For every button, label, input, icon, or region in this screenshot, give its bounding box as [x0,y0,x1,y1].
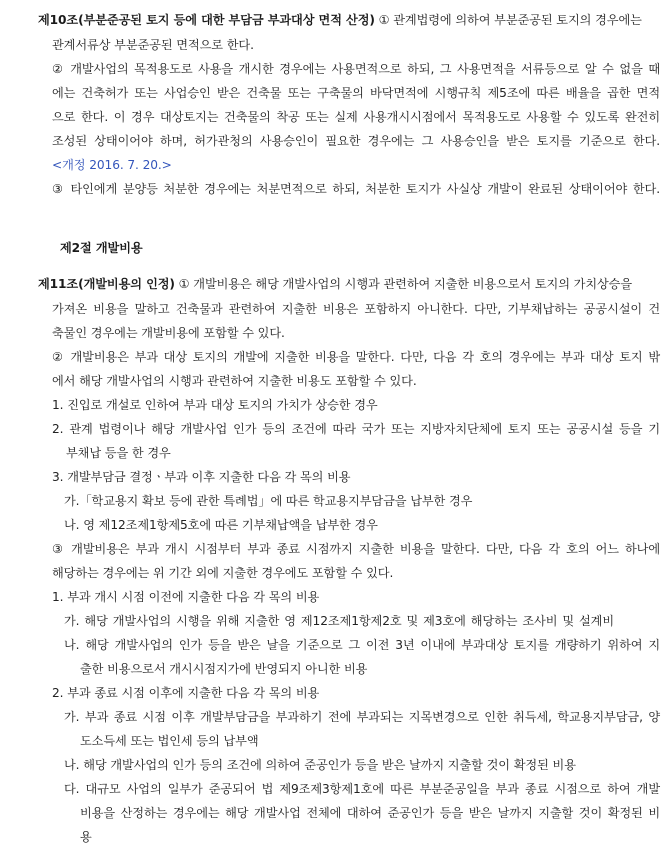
article-11-line-14: 1. 부과 개시 시점 이전에 지출한 다음 각 목의 비용 [52,590,320,604]
article-11-line-16: 나. 해당 개발사업의 인가 등을 받은 날을 기준으로 그 이전 3년 이내에 부과대상 토지를 개량하기 위하여 지 [64,638,660,652]
article-11-line-2: 가져온 비용을 말하고 건축물과 관련하여 지출한 비용은 포함하지 아니한다. 다만, 기부채납하는 공공시설이 건 [52,302,660,316]
article-11-line-9: 3. 개발부담금 결정ㆍ부과 이후 지출한 다음 각 목의 비용 [52,470,351,484]
article-11-line-6: 1. 진입로 개설로 인하여 부과 대상 토지의 가치가 상승한 경우 [52,398,378,412]
article-11-line-8: 부채납 등을 한 경우 [66,446,171,460]
article-11-line-13: 해당하는 경우에는 위 기간 외에 지출한 경우에도 포함할 수 있다. [52,566,394,580]
article-11-line-3: 축물인 경우에는 개발비용에 포함할 수 있다. [52,326,285,340]
article-11-line-1 [38,272,660,296]
article-10-line-4: 에는 건축허가 또는 사업승인 받은 건축물 또는 구축물의 바닥면적에 시행규칙 제5조에 따른 배율을 곱한 면적 [52,86,660,100]
article-11-line-4: ② 개발비용은 부과 대상 토지의 개발에 지출한 비용을 말한다. 다만, 다음 각 호의 경우에는 부과 대상 토지 밖 [52,350,660,364]
article-11-line-11: 나. 영 제12조제1항제5호에 따른 기부채납액을 납부한 경우 [64,518,378,532]
article-11-line-17: 출한 비용으로서 개시시점지가에 반영되지 아니한 비용 [80,662,368,676]
article-11-line-21: 나. 해당 개발사업의 인가 등의 조건에 의하여 준공인가 등을 받은 날까지 지출할 것이 확정된 비용 [64,758,576,772]
article-11-line-20: 도소득세 또는 법인세 등의 납부액 [80,734,259,748]
article-11-line-19: 가. 부과 종료 시점 이후 개발부담금을 부과하기 전에 부과되는 지목변경으로 인한 취득세, 학교용지부담금, 양 [64,710,660,724]
article-10-line-5: 으로 한다. 이 경우 대상토지는 건축물의 착공 또는 실제 사용개시시점에서 목적용도로 사용할 수 있도록 완전히 [52,110,660,124]
article-10-line-1 [38,8,660,32]
article-11-line-18: 2. 부과 종료 시점 이후에 지출한 다음 각 목의 비용 [52,686,320,700]
article-11-line-12: ③ 개발비용은 부과 개시 시점부터 부과 종료 시점까지 지출한 비용을 말한다. 다만, 다음 각 호의 어느 하나에 [52,542,660,556]
section-2-title: 제2절 개발비용 [60,241,143,255]
article-10-line-6: 조성된 상태이어야 하며, 허가관청의 사용승인이 필요한 경우에는 그 사용승인을 받은 토지를 기준으로 한다. [52,134,660,148]
article-10-line-3: ② 개발사업의 목적용도로 사용을 개시한 경우에는 사용면적으로 하되, 그 사용면적을 서류등으로 알 수 없을 때 [52,62,660,76]
article-10-line-8: ③ 타인에게 분양등 처분한 경우에는 처분면적으로 하되, 처분한 토지가 사실상 개발이 완료된 상태이어야 한다. [52,182,660,196]
article-11-line-15: 가. 해당 개발사업의 시행을 위해 지출한 영 제12조제1항제2호 및 제3호에 해당하는 조사비 및 설계비 [64,614,614,628]
article-10-text: ① 관계법령에 의하여 부분준공된 토지의 경우에는 [374,13,642,27]
article-11-line-5: 에서 해당 개발사업의 시행과 관련하여 지출한 비용도 포함할 수 있다. [52,374,417,388]
article-11-line-10: 가.「학교용지 확보 등에 관한 특례법」에 따른 학교용지부담금을 납부한 경우 [64,494,473,508]
article-10-line-2: 관계서류상 부분준공된 면적으로 한다. [52,38,254,52]
article-10-title: 제10조(부분준공된 토지 등에 대한 부담금 부과대상 면적 산정) [38,13,375,27]
article-11-line-7: 2. 관계 법령이나 해당 개발사업 인가 등의 조건에 따라 국가 또는 지방자치단체에 토지 또는 공공시설 등을 기 [52,422,660,436]
article-11-line-22: 다. 대규모 사업의 일부가 준공되어 법 제9조제3항제1호에 따른 부분준공일을 부과 종료 시점으로 하여 개발 [64,782,660,796]
article-11-text: ① 개발비용은 해당 개발사업의 시행과 관련하여 지출한 비용으로서 토지의 가치상승을 [174,277,633,291]
article-11-line-23: 비용을 산정하는 경우에는 해당 개발사업 전체에 대하여 준공인가 등을 받은 날까지 지출할 것이 확정된 비 [80,806,660,820]
amendment-note: <개정 2016. 7. 20.> [52,158,172,172]
article-11-title: 제11조(개발비용의 인정) [38,277,175,291]
article-11-line-24: 용 [80,830,92,844]
